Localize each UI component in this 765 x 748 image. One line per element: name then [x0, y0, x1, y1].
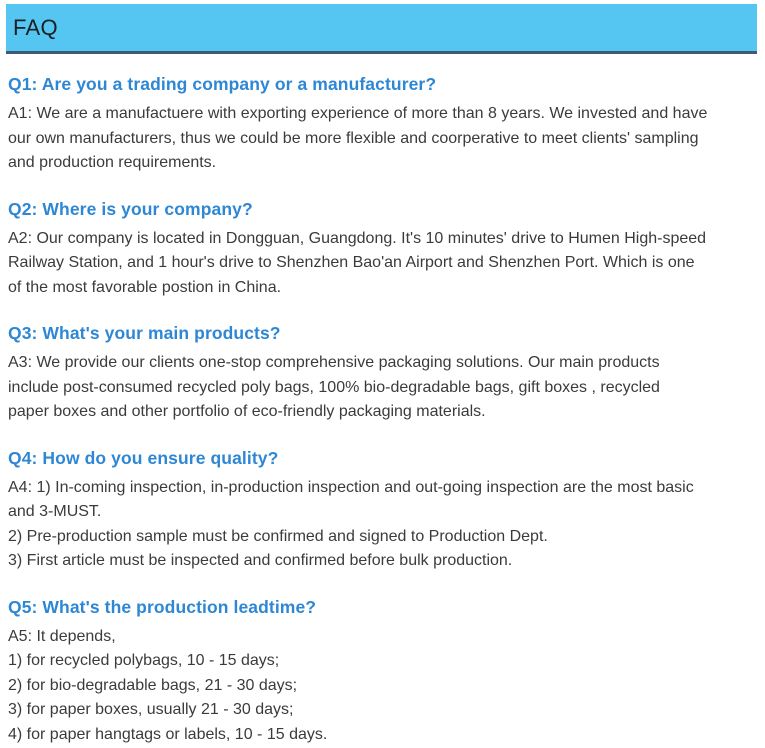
faq-question-q4: Q4: How do you ensure quality?	[8, 447, 279, 468]
faq-answer-line: our own manufacturers, thus we could be more flexible and coorperative to meet clients' sampling	[8, 129, 699, 147]
faq-answer-line: 4) for paper hangtags or labels, 10 - 15 days.	[8, 725, 328, 743]
faq-answer-line: and 3-MUST.	[8, 503, 102, 520]
faq-answer-line: 3) for paper boxes, usually 21 - 30 days;	[8, 701, 294, 718]
faq-question-q2: Q2: Where is your company?	[8, 198, 253, 219]
faq-section-header	[6, 4, 757, 54]
faq-answer-line: 2) Pre-production sample must be confirmed and signed to Production Dept.	[8, 527, 548, 545]
faq-answer-line: A2: Our company is located in Dongguan, Guangdong. It's 10 minutes' drive to Humen High-speed	[8, 229, 707, 247]
faq-answer-line: A1: We are a manufactuere with exporting experience of more than 8 years. We invested and have	[8, 105, 708, 122]
faq-answer-line: 3) First article must be inspected and confirmed before bulk production.	[8, 552, 513, 569]
faq-item-q2	[8, 200, 757, 301]
faq-question-q1: Q1: Are you a trading company or a manufacturer?	[8, 74, 437, 94]
faq-answer-line: include post-consumed recycled poly bags, 100% bio-degradable bags, gift boxes , recycled	[8, 378, 660, 396]
faq-answer-line: Railway Station, and 1 hour's drive to Shenzhen Bao'an Airport and Shenzhen Port. Which is one	[8, 254, 695, 271]
faq-item-q5	[8, 598, 757, 748]
faq-question-q5: Q5: What's the production leadtime?	[8, 596, 317, 617]
faq-answer-line: A5: It depends,	[8, 627, 116, 645]
faq-answer-line: paper boxes and other portfolio of eco-friendly packaging materials.	[8, 403, 486, 420]
faq-answer-line: 1) for recycled polybags, 10 - 15 days;	[8, 652, 280, 669]
faq-item-q3	[8, 324, 757, 425]
faq-answer-line: A3: We provide our clients one-stop comprehensive packaging solutions. Our main products	[8, 354, 660, 371]
faq-content	[0, 75, 765, 747]
faq-answer-line: of the most favorable postion in China.	[8, 278, 282, 296]
faq-question-q3: Q3: What's your main products?	[8, 323, 281, 343]
faq-answer-line: and production requirements.	[8, 154, 217, 171]
faq-item-q1	[8, 75, 757, 176]
faq-item-q4	[8, 449, 757, 574]
faq-section-title: FAQ	[13, 14, 58, 40]
faq-answer-line: 2) for bio-degradable bags, 21 - 30 days;	[8, 676, 298, 694]
faq-answer-line: A4: 1) In-coming inspection, in-production inspection and out-going inspection are the most basic	[8, 478, 694, 496]
